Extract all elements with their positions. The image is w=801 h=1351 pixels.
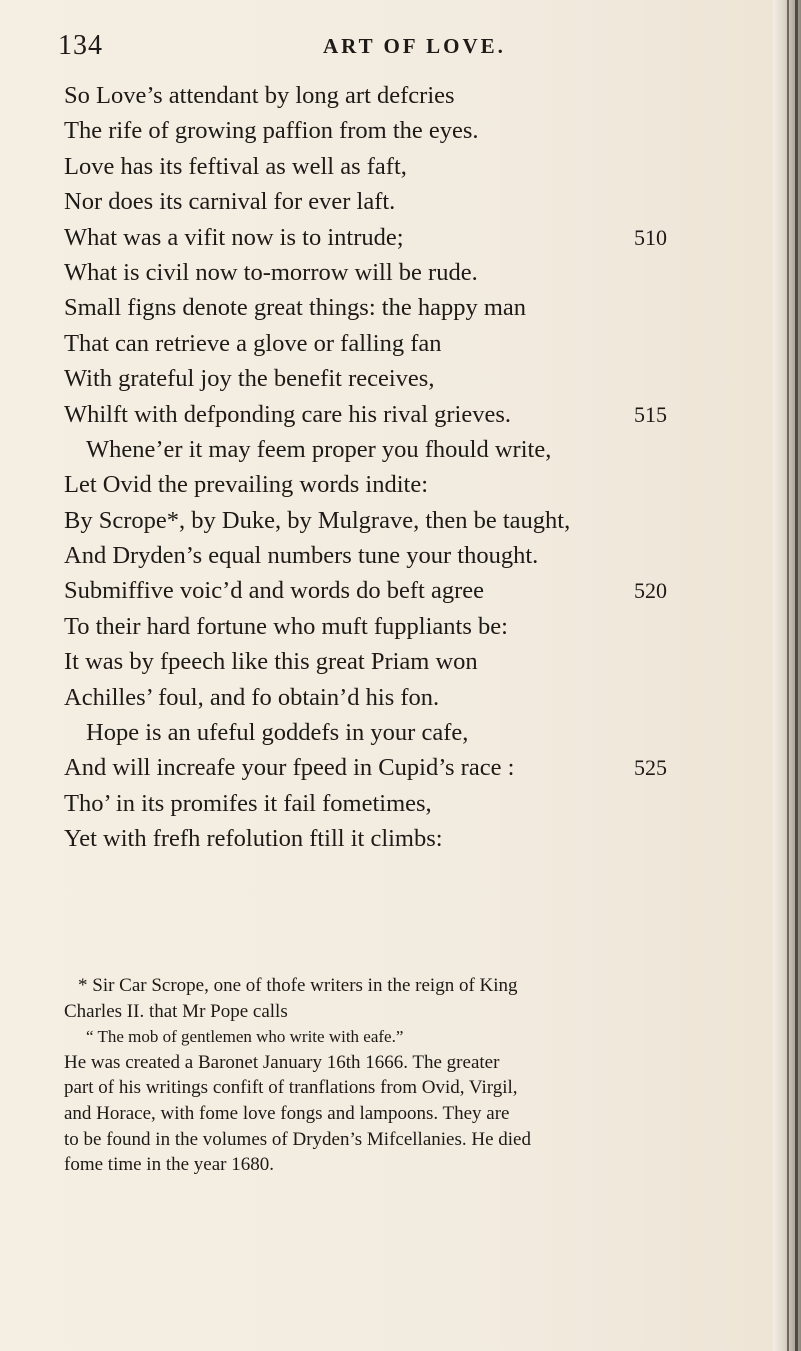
edge-line xyxy=(787,0,789,1351)
verse-line xyxy=(64,609,684,644)
verse-line xyxy=(64,326,684,361)
footnote-line: part of his writings confift of tranflations from Ovid, Virgil, xyxy=(64,1077,518,1099)
verse-line xyxy=(64,680,684,715)
running-title: ART OF LOVE. xyxy=(323,34,506,58)
verse-text: Yet with frefh refolution ftill it climbs: xyxy=(64,825,443,853)
verse-line xyxy=(64,361,684,396)
verse-line xyxy=(64,184,684,219)
verse-text: And will increafe your fpeed in Cupid’s race : xyxy=(64,754,515,782)
verse-line xyxy=(64,750,684,785)
footnote-line: to be found in the volumes of Dryden’s Mifcellanies. He died xyxy=(64,1128,531,1150)
verse-text: It was by fpeech like this great Priam won xyxy=(64,648,478,676)
verse-text: Tho’ in its promifes it fail fometimes, xyxy=(64,789,432,817)
footnote-line: * Sir Car Scrope, one of thofe writers in the reign of King xyxy=(78,975,518,996)
edge-line xyxy=(795,0,798,1351)
verse-text: To their hard fortune who muft fuppliants be: xyxy=(64,612,508,640)
verse-line xyxy=(64,821,684,856)
verse-line xyxy=(64,397,684,432)
footnote-line: He was created a Baronet January 16th 1666. The greater xyxy=(64,1051,500,1073)
verse-line xyxy=(64,220,684,255)
verse-line xyxy=(64,78,684,113)
verse-text: Whilft with defponding care his rival grieves. xyxy=(64,400,511,428)
verse-text: The rife of growing paffion from the eyes. xyxy=(64,117,479,145)
verse-line xyxy=(64,786,684,821)
verse-line xyxy=(64,644,684,679)
verse-text: That can retrieve a glove or falling fan xyxy=(64,329,442,357)
footnote-line: Charles II. that Mr Pope calls xyxy=(64,1000,288,1022)
line-number: 510 xyxy=(634,224,667,250)
verse-line xyxy=(64,573,684,608)
verse-text: Let Ovid the prevailing words indite: xyxy=(64,471,429,499)
verse-line xyxy=(64,715,684,750)
footnote-line: fome time in the year 1680. xyxy=(64,1154,274,1176)
verse-block xyxy=(64,78,684,857)
verse-text: Submiffive voic’d and words do beft agree xyxy=(64,577,485,605)
verse-text: Love has its feftival as well as faft, xyxy=(64,152,407,180)
verse-text: Small figns denote great things: the happy man xyxy=(64,294,527,322)
line-number: 520 xyxy=(634,578,667,604)
verse-text: What was a vifit now is to intrude; xyxy=(64,223,404,251)
line-number: 515 xyxy=(634,401,667,427)
page-number: 134 xyxy=(58,30,103,61)
verse-text: By Scrope*, by Duke, by Mulgrave, then be taught, xyxy=(64,506,571,534)
footnote-line: “ The mob of gentlemen who write with eafe.” xyxy=(86,1027,404,1047)
verse-line xyxy=(64,432,684,467)
footnote-line: and Horace, with fome love fongs and lampoons. They are xyxy=(64,1102,510,1124)
verse-line xyxy=(64,149,684,184)
verse-text: Achilles’ foul, and fo obtain’d his fon. xyxy=(64,683,440,711)
page-edge-shadow xyxy=(773,0,801,1351)
verse-line xyxy=(64,290,684,325)
verse-text: With grateful joy the benefit receives, xyxy=(64,365,435,393)
verse-line xyxy=(64,538,684,573)
verse-line xyxy=(64,467,684,502)
verse-text: What is civil now to-morrow will be rude. xyxy=(64,258,478,286)
line-number: 525 xyxy=(634,755,667,781)
verse-line xyxy=(64,255,684,290)
verse-text: Whene’er it may feem proper you fhould write, xyxy=(86,435,552,463)
verse-text: Hope is an ufeful goddefs in your cafe, xyxy=(86,719,469,747)
footnote-block xyxy=(64,973,704,1178)
verse-text: And Dryden’s equal numbers tune your thought. xyxy=(64,542,539,570)
page-header xyxy=(58,30,698,70)
verse-line xyxy=(64,503,684,538)
verse-line xyxy=(64,113,684,148)
verse-text: Nor does its carnival for ever laft. xyxy=(64,188,396,216)
verse-text: So Love’s attendant by long art defcries xyxy=(64,82,455,109)
